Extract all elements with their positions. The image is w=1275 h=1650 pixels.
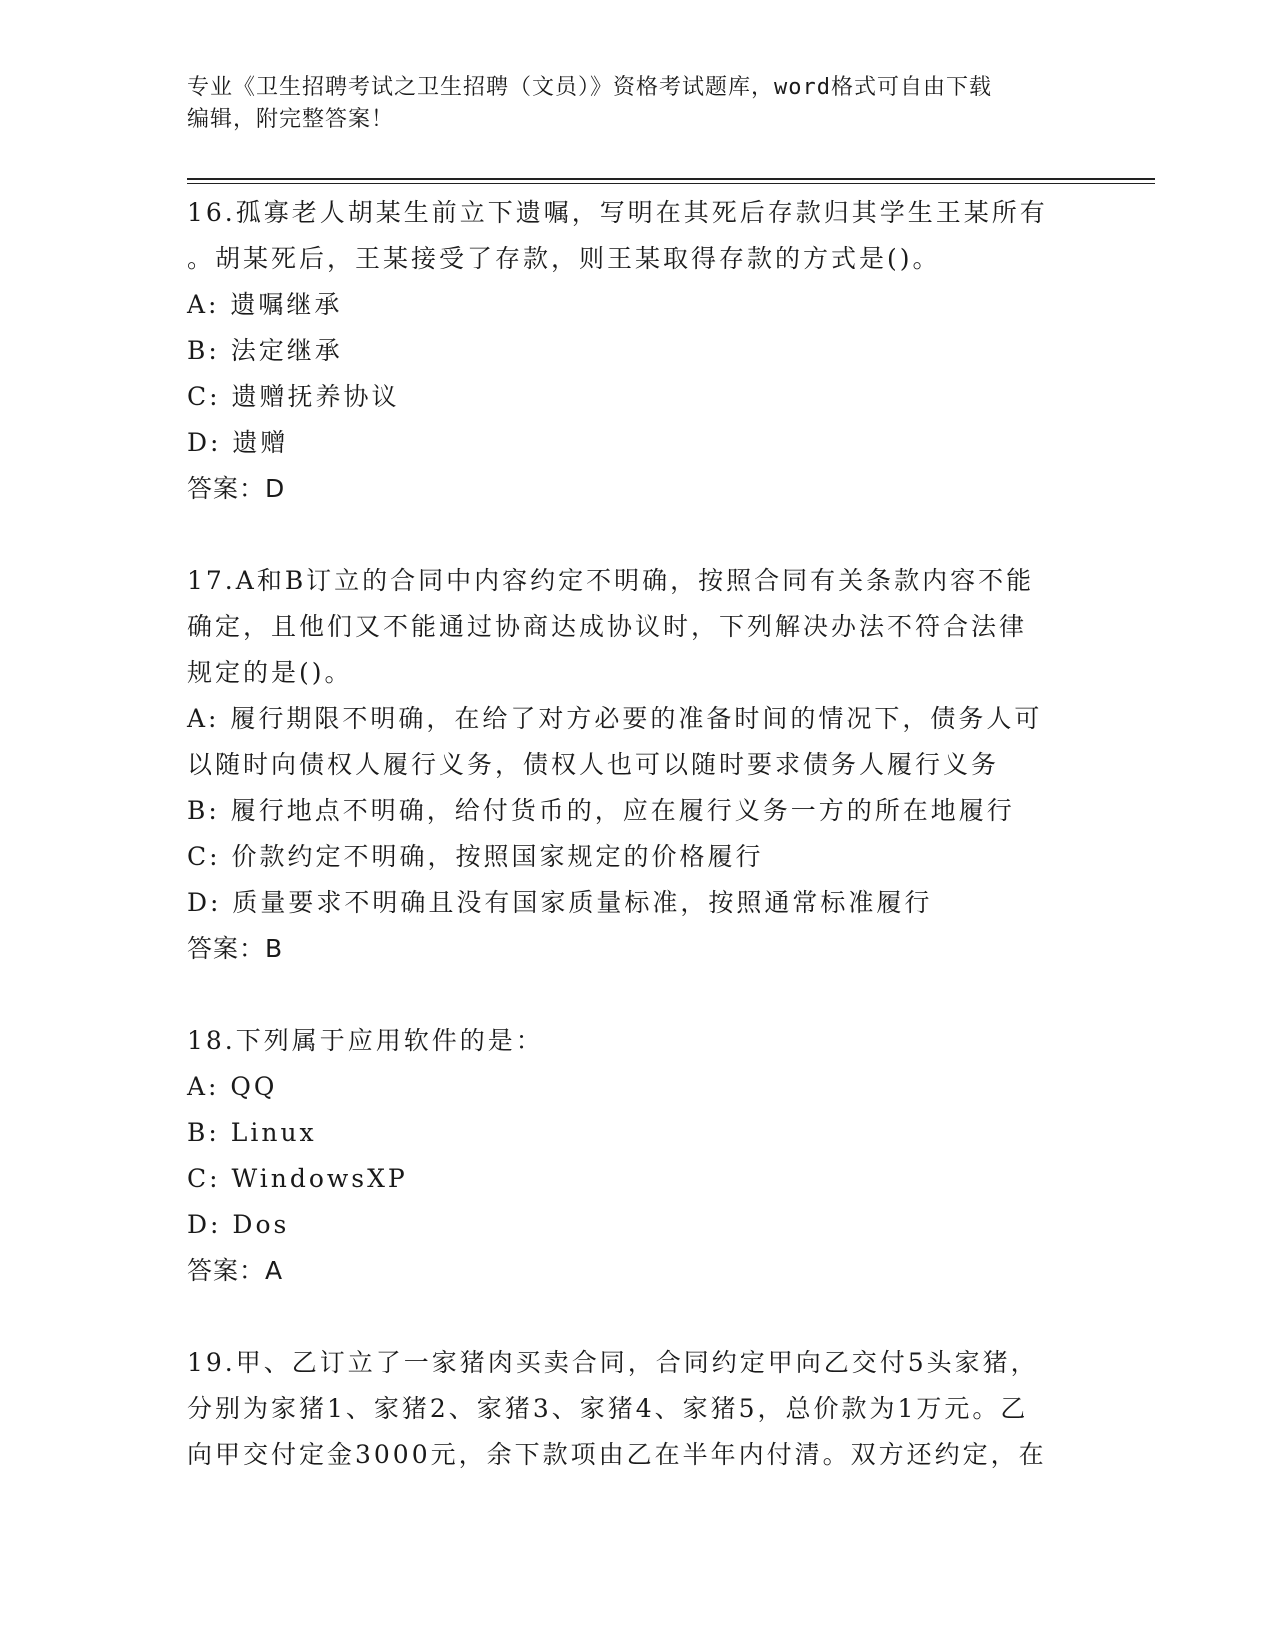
header-line-2: 编辑，附完整答案！: [187, 107, 395, 132]
option-a: A: 履行期限不明确，在给了对方必要的准备时间的情况下，债务人可: [187, 704, 1043, 733]
option-c: C: 遗赠抚养协议: [187, 382, 400, 411]
option-b: B: 法定继承: [187, 336, 343, 365]
question-text-line: 17.A和B订立的合同中内容约定不明确，按照合同有关条款内容不能: [187, 566, 1035, 595]
option-d: D: 质量要求不明确且没有国家质量标准，按照通常标准履行: [187, 888, 933, 917]
option-b: B: Linux: [187, 1118, 317, 1147]
option-a-continued: 以随时向债权人履行义务，债权人也可以随时要求债务人履行义务: [187, 750, 1000, 779]
option-b: B: 履行地点不明确，给付货币的，应在履行义务一方的所在地履行: [187, 796, 1015, 825]
question-16: [187, 190, 1087, 512]
question-17: [187, 558, 1087, 972]
question-18: [187, 1018, 1087, 1294]
option-a: A: QQ: [187, 1072, 278, 1101]
question-text-line: 向甲交付定金3000元，余下款项由乙在半年内付清。双方还约定，在: [187, 1440, 1047, 1469]
document-header: [187, 72, 1087, 136]
option-c: C: 价款约定不明确，按照国家规定的价格履行: [187, 842, 764, 871]
question-text-line: 19.甲、乙订立了一家猪肉买卖合同，合同约定甲向乙交付5头家猪，: [187, 1348, 1039, 1377]
header-divider-thin: [187, 183, 1155, 184]
answer-label: 答案：B: [187, 934, 284, 963]
answer-label: 答案：D: [187, 474, 286, 503]
option-c: C: WindowsXP: [187, 1164, 408, 1193]
option-a: A: 遗嘱继承: [187, 290, 343, 319]
question-19: [187, 1340, 1087, 1478]
question-text-line: 规定的是()。: [187, 658, 353, 687]
question-text-line: 确定，且他们又不能通过协商达成协议时，下列解决办法不符合法律: [187, 612, 1028, 641]
question-text-line: 。胡某死后，王某接受了存款，则王某取得存款的方式是()。: [187, 244, 941, 273]
question-text-line: 分别为家猪1、家猪2、家猪3、家猪4、家猪5，总价款为1万元。乙: [187, 1394, 1029, 1423]
option-d: D: 遗赠: [187, 428, 289, 457]
header-line-1: 专业《卫生招聘考试之卫生招聘（文员）》资格考试题库，word格式可自由下载: [187, 75, 992, 100]
question-text-line: 18.下列属于应用软件的是：: [187, 1026, 544, 1055]
question-list: [187, 190, 1087, 1478]
question-text-line: 16.孤寡老人胡某生前立下遗嘱，写明在其死后存款归其学生王某所有: [187, 198, 1048, 227]
header-divider-thick: [187, 178, 1155, 180]
answer-label: 答案：A: [187, 1256, 284, 1285]
option-d: D: Dos: [187, 1210, 290, 1239]
